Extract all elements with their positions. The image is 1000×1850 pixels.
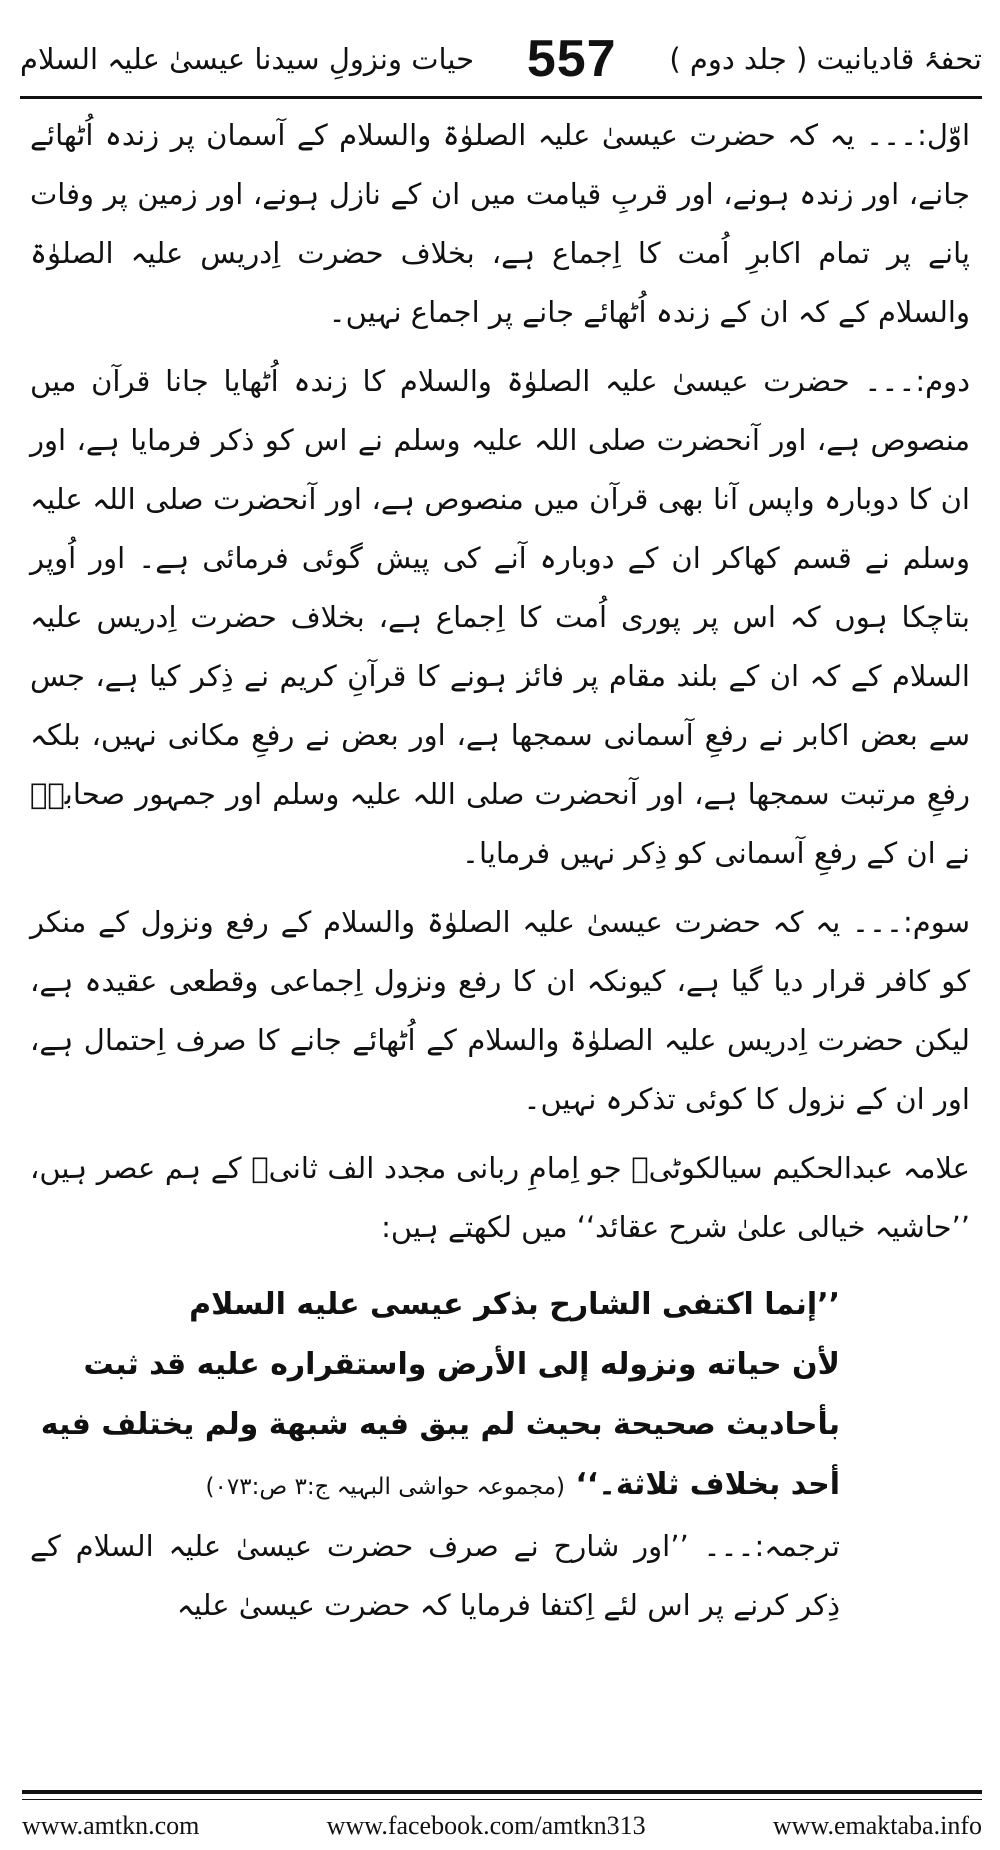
arabic-line: لأن حیاته ونزوله إلی الأرض واستقراره علیه قد ثبت	[83, 1347, 840, 1382]
arabic-line: ’’إنما اکتفی الشارح بذکر عیسی علیه السلام	[189, 1287, 840, 1322]
page-body	[30, 106, 970, 1635]
paragraph-first: اوّل:۔۔۔ یہ کہ حضرت عیسیٰ علیہ الصلوٰۃ والسلام کے آسمان پر زندہ اُٹھائے جانے، اور زندہ ہونے، اور قربِ قیامت میں ان کے نازل ہونے، اور زمین پر وفات پانے پر تمام اکابرِ اُمت کا اِجماع ہے، بخلاف حضرت اِدریس علیہ الصلوٰۃ والسلام کے کہ ان کے زندہ اُٹھائے جانے پر اجماع نہیں۔	[30, 118, 970, 329]
footer-divider-thick	[22, 1790, 982, 1794]
translation-paragraph: ترجمہ:۔۔۔ ’’اور شارح نے صرف حضرت عیسیٰ علیہ السلام کے ذِکر کرنے پر اس لئے اِکتفا فرمایا کہ حضرت عیسیٰ علیہ	[30, 1529, 840, 1622]
arabic-line: بأحادیث صحیحة بحیث لم یبق فیه شبهة ولم یختلف فیه	[40, 1407, 840, 1442]
page-number: 557	[526, 30, 617, 88]
footer-divider-thin	[22, 1799, 982, 1800]
paragraph-quote-intro: علامہ عبدالحکیم سیالکوٹیؒ جو اِمامِ ربانی مجدد الف ثانیؒ کے ہم عصر ہیں، ’’حاشیہ خیالی علیٰ شرح عقائد‘‘ میں لکھتے ہیں:	[30, 1151, 970, 1244]
chapter-title: حیات ونزولِ سیدنا عیسیٰ علیہ السلام	[20, 42, 475, 76]
arabic-line-end: أحد بخلاف ثلاثة۔‘‘	[575, 1467, 840, 1502]
book-title: تحفۂ قادیانیت ( جلد دوم )	[669, 42, 982, 76]
footer-link-emaktaba[interactable]: www.emaktaba.info	[772, 1811, 982, 1840]
footer-link-amtkn[interactable]: www.amtkn.com	[22, 1811, 200, 1840]
footer-link-facebook[interactable]: www.facebook.com/amtkn313	[326, 1811, 646, 1840]
arabic-quotation	[30, 1275, 840, 1517]
source-reference: (مجموعہ حواشی البہیہ ج:۳ ص:۰۷۳)	[205, 1474, 566, 1500]
page-footer	[22, 1808, 982, 1844]
paragraph-third: سوم:۔۔۔ یہ کہ حضرت عیسیٰ علیہ الصلوٰۃ والسلام کے رفع ونزول کے منکر کو کافر قرار دیا گیا ہے، کیونکہ ان کا رفع ونزول اِجماعی وقطعی عقیدہ ہے، لیکن حضرت اِدریس علیہ الصلوٰۃ والسلام کے اُٹھائے جانے کا صرف اِحتمال ہے، اور ان کے نزول کا کوئی تذکرہ نہیں۔	[30, 905, 970, 1116]
page-header	[20, 18, 982, 100]
paragraph-second: دوم:۔۔۔ حضرت عیسیٰ علیہ الصلوٰۃ والسلام کا زندہ اُٹھایا جانا قرآن میں منصوص ہے، اور آنحضرت صلی اللہ علیہ وسلم نے اس کو ذکر فرمایا ہے، اور ان کا دوبارہ واپس آنا بھی قرآن میں منصوص ہے، اور آنحضرت صلی اللہ علیہ وسلم نے قسم کھاکر ان کے دوبارہ آنے کی پیش گوئی فرمائی ہے۔ اور اُوپر بتاچکا ہوں کہ اس پر پوری اُمت کا اِجماع ہے، بخلاف حضرت اِدریس علیہ السلام کے کہ ان کے بلند مقام پر فائز ہونے کا قرآنِ کریم نے ذِکر کیا ہے، جس سے بعض اکابر نے رفعِ آسمانی سمجھا ہے، اور بعض نے رفعِ مکانی نہیں، بلکہ رفعِ مرتبت سمجھا ہے، اور آنحضرت صلی اللہ علیہ وسلم اور جمہور صحابہؓ نے ان کے رفعِ آسمانی کو ذِکر نہیں فرمایا۔	[30, 364, 970, 870]
arabic-line	[30, 1455, 840, 1517]
header-divider	[20, 96, 982, 99]
